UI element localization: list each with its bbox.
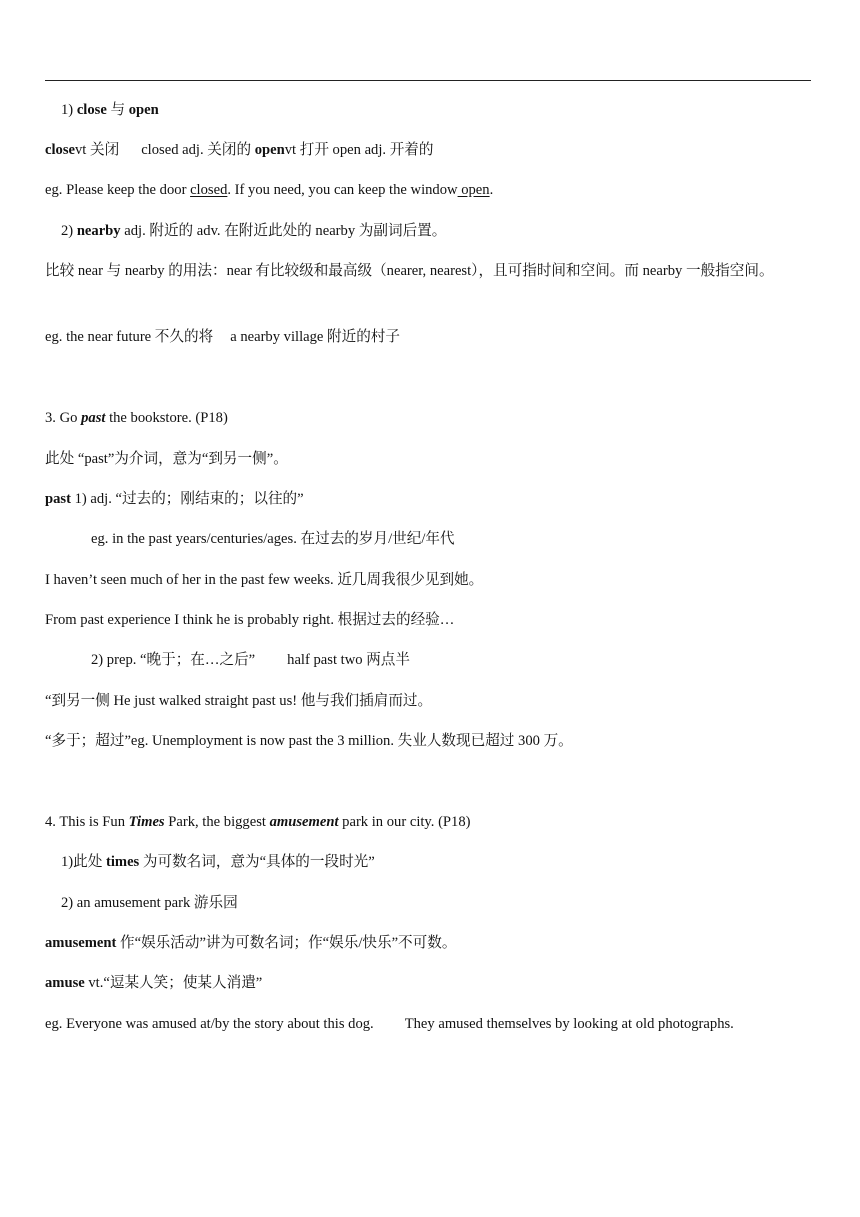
subpoint-nearby: 2) nearby adj. 附近的 adv. 在附近此处的 nearby 为副词后置。 <box>61 223 447 239</box>
example-past-years: eg. in the past years/centuries/ages. 在过去的岁月/世纪/年代 <box>91 531 455 547</box>
section-3-heading: 3. Go past the bookstore. (P18) <box>45 410 228 426</box>
example-walked-past: “到另一侧 He just walked straight past us! 他与我们插肩而过。 <box>45 693 433 709</box>
past-prep-definition: 2) prep. “晚于；在…之后” half past two 两点半 <box>91 652 410 668</box>
example-past-experience: From past experience I think he is probably right. 根据过去的经验… <box>45 612 455 628</box>
example-amused: eg. Everyone was amused at/by the story about this dog. They amused themselves by looking at old photographs. <box>45 1016 734 1032</box>
example-near-nearby: eg. the near future 不久的将 a nearby village 附近的村子 <box>45 329 400 345</box>
header-rule <box>45 80 811 81</box>
subpoint-close-open: 1) close 与 open <box>61 102 159 118</box>
example-past-weeks: I haven’t seen much of her in the past few weeks. 近几周我很少见到她。 <box>45 572 484 588</box>
subpoint-amusement-park: 2) an amusement park 游乐园 <box>61 895 238 911</box>
near-nearby-comparison: 比较 near 与 nearby 的用法：near 有比较级和最高级（nearer, nearest），且可指时间和空间。而 nearby 一般指空间。 <box>45 263 774 279</box>
subpoint-times: 1)此处 times 为可数名词，意为“具体的一段时光” <box>61 854 375 870</box>
example-unemployment: “多于；超过”eg. Unemployment is now past the 3 million. 失业人数现已超过 300 万。 <box>45 733 573 749</box>
past-preposition-note: 此处 “past”为介词，意为“到另一侧”。 <box>45 451 288 467</box>
close-open-definitions: closevt 关闭 closed adj. 关闭的 openvt 打开 open adj. 开着的 <box>45 142 434 158</box>
example-close-open: eg. Please keep the door closed. If you need, you can keep the window open. <box>45 182 494 198</box>
amuse-definition: amuse vt.“逗某人笑；使某人消遣” <box>45 975 263 991</box>
section-4-heading: 4. This is Fun Times Park, the biggest amusement park in our city. (P18) <box>45 814 471 830</box>
amusement-definition: amusement 作“娱乐活动”讲为可数名词；作“娱乐/快乐”不可数。 <box>45 935 457 951</box>
past-adj-definition: past 1) adj. “过去的；刚结束的；以往的” <box>45 491 304 507</box>
